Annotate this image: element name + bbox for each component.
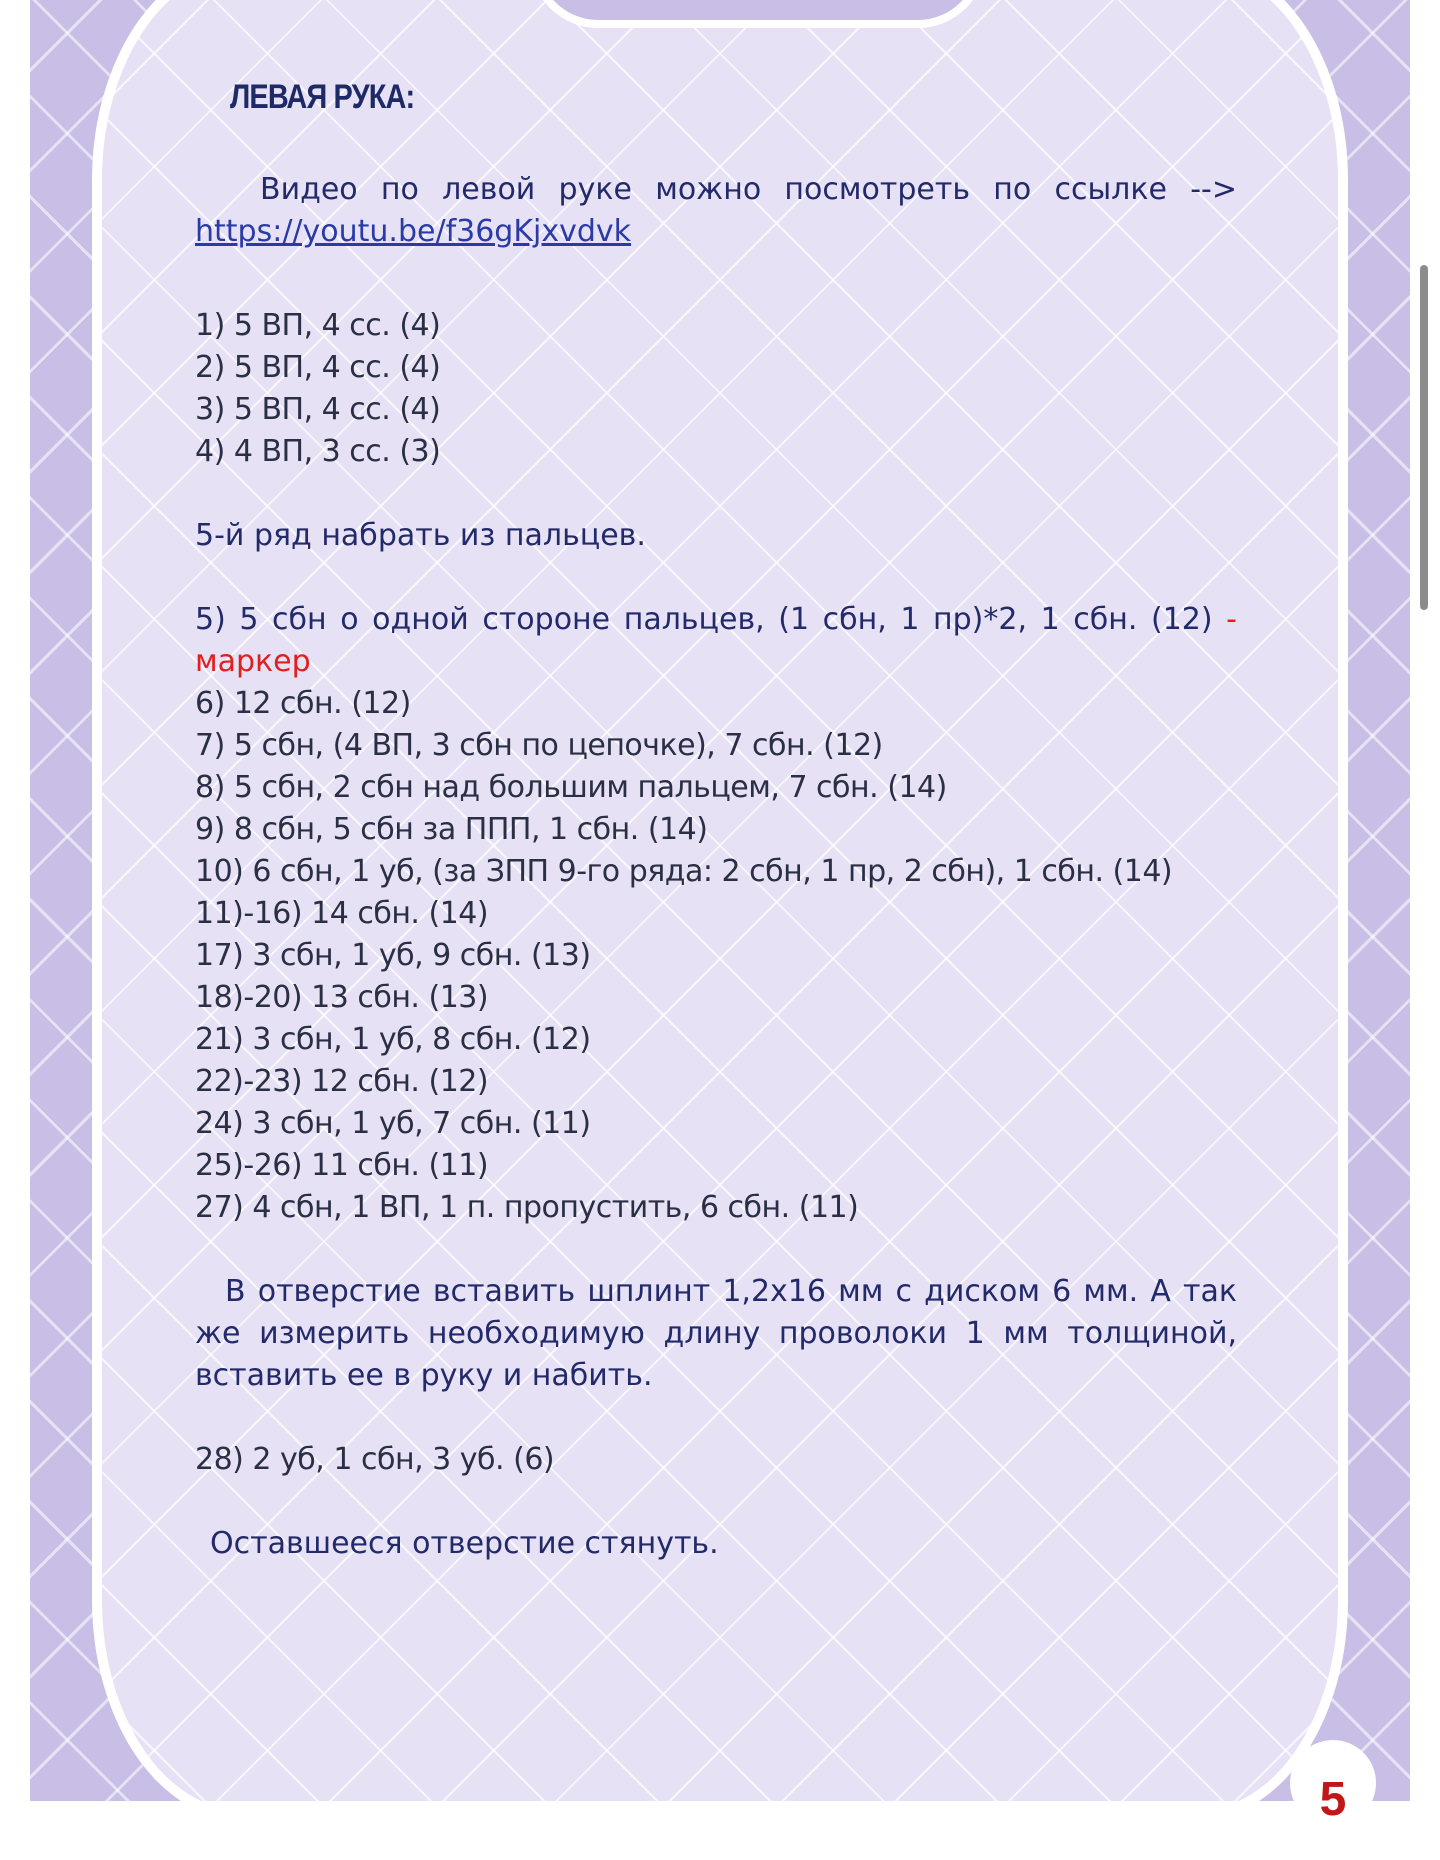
finger-row: 2) 5 ВП, 4 сс. (4) — [195, 350, 441, 385]
arm-row: 8) 5 сбн, 2 сбн над большим пальцем, 7 сбн. (14) — [195, 770, 947, 805]
scrollbar[interactable] — [1420, 265, 1428, 610]
arm-row: 10) 6 сбн, 1 уб, (за ЗПП 9-го ряда: 2 сбн, 1 пр, 2 сбн), 1 сбн. (14) — [195, 854, 1173, 889]
top-notch-decoration — [530, 0, 986, 28]
arm-row: 6) 12 сбн. (12) — [195, 686, 411, 721]
arm-row: 18)-20) 13 сбн. (13) — [195, 980, 489, 1015]
arm-row: 22)-23) 12 сбн. (12) — [195, 1064, 489, 1099]
finger-row: 3) 5 ВП, 4 сс. (4) — [195, 392, 441, 427]
row-5-dash: - — [1226, 602, 1237, 637]
arm-row: 11)-16) 14 сбн. (14) — [195, 896, 489, 931]
page-number: 5 — [1290, 1740, 1376, 1826]
insert-note: В отверстие вставить шплинт 1,2х16 мм с диском 6 мм. А так же измерить необходимую длину проволоки 1 мм толщиной, вставить ее в руку и набить. — [195, 1274, 1237, 1393]
pattern-content — [195, 70, 1237, 1565]
video-intro-text: Видео по левой руке можно посмотреть по ссылке --> — [260, 172, 1237, 207]
video-link[interactable]: https://youtu.be/f36gKjxvdvk — [195, 214, 632, 249]
finger-row: 1) 5 ВП, 4 сс. (4) — [195, 308, 441, 343]
marker-label: маркер — [195, 644, 311, 679]
arm-row: 21) 3 сбн, 1 уб, 8 сбн. (12) — [195, 1022, 591, 1057]
row-5 — [195, 599, 1237, 683]
arm-row: 9) 8 сбн, 5 сбн за ППП, 1 сбн. (14) — [195, 812, 708, 847]
finger-rows-list — [195, 305, 1237, 473]
finger-row: 4) 4 ВП, 3 сс. (3) — [195, 434, 441, 469]
final-row-list — [195, 1439, 1237, 1481]
arm-row: 17) 3 сбн, 1 уб, 9 сбн. (13) — [195, 938, 591, 973]
closing-note: Оставшееся отверстие стянуть. — [210, 1526, 719, 1561]
fifth-row-note: 5-й ряд набрать из пальцев. — [195, 518, 646, 553]
row-5-text: 5) 5 сбн о одной стороне пальцев, (1 сбн, 1 пр)*2, 1 сбн. (12) — [195, 602, 1213, 637]
arm-row: 7) 5 сбн, (4 ВП, 3 сбн по цепочке), 7 сбн. (12) — [195, 728, 883, 763]
arm-rows-list — [195, 683, 1237, 1229]
arm-row: 27) 4 сбн, 1 ВП, 1 п. пропустить, 6 сбн. (11) — [195, 1190, 859, 1225]
arm-row: 25)-26) 11 сбн. (11) — [195, 1148, 489, 1183]
arm-row: 24) 3 сбн, 1 уб, 7 сбн. (11) — [195, 1106, 591, 1141]
video-intro — [195, 169, 1237, 253]
row-28: 28) 2 уб, 1 сбн, 3 уб. (6) — [195, 1442, 555, 1477]
section-heading: ЛЕВАЯ РУКА: — [230, 78, 415, 116]
